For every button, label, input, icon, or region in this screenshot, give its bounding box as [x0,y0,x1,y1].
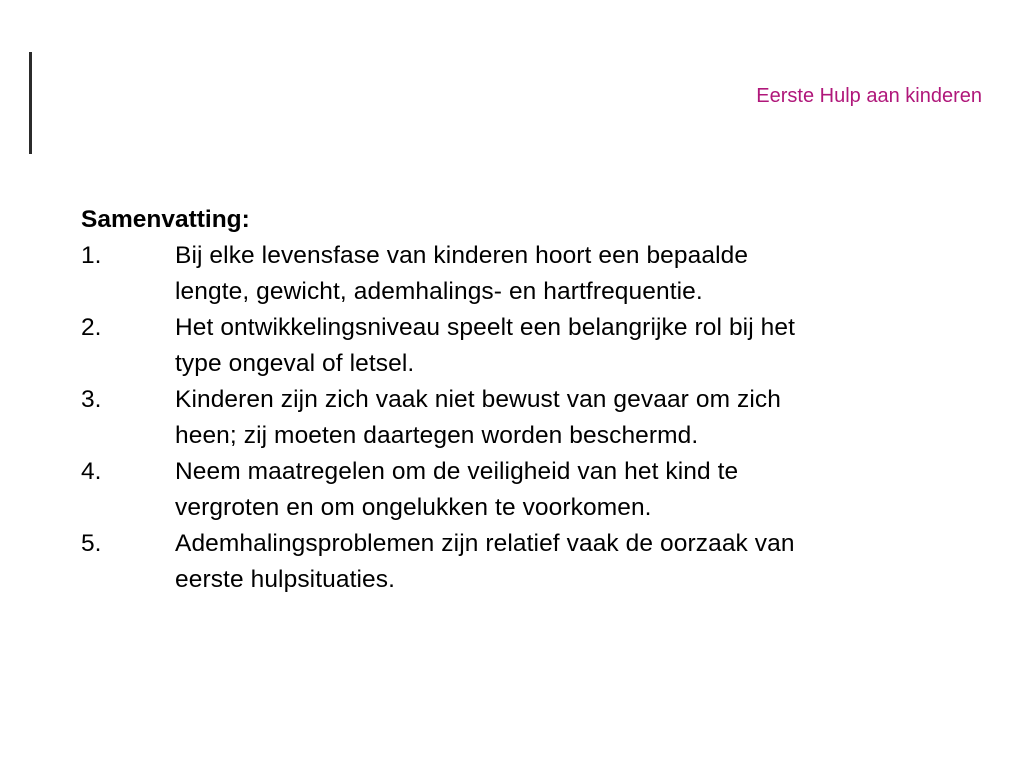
list-item-number: 3. [81,386,102,413]
accent-bar [29,52,32,154]
list-item [81,454,981,526]
list-item-text: Neem maatregelen om de veiligheid van het kind te vergroten en om ongelukken te voorkomen. [175,458,739,521]
list-item-number: 5. [81,530,102,557]
list-item [81,382,981,454]
list-item [81,526,981,598]
list-item-text: Ademhalingsproblemen zijn relatief vaak de oorzaak van eerste hulpsituaties. [175,530,795,593]
list-item [81,238,981,310]
list-item-text: Het ontwikkelingsniveau speelt een belangrijke rol bij het type ongeval of letsel. [175,314,796,377]
list-item-text: Kinderen zijn zich vaak niet bewust van gevaar om zich heen; zij moeten daartegen worden beschermd. [175,386,781,449]
list-item-text: Bij elke levensfase van kinderen hoort een bepaalde lengte, gewicht, ademhalings- en hartfrequentie. [175,242,749,305]
slide-header-title: Eerste Hulp aan kinderen [756,85,982,107]
list-item [81,310,981,382]
summary-list [81,238,981,598]
list-item-number: 1. [81,242,102,269]
list-item-number: 2. [81,314,102,341]
list-item-number: 4. [81,458,102,485]
summary-content [81,202,981,598]
summary-heading: Samenvatting: [81,206,250,233]
